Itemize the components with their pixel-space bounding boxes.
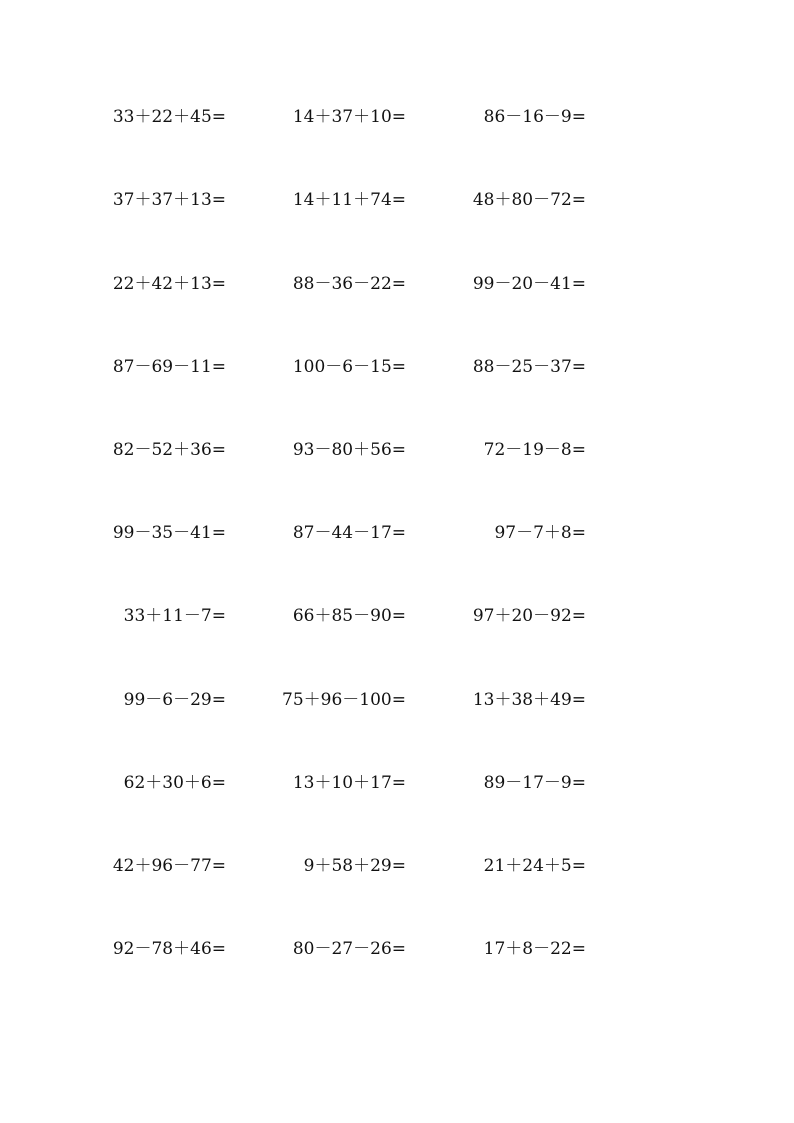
math-problem: 37＋37＋13= — [112, 190, 226, 210]
problem-row — [108, 183, 598, 217]
math-problem: 66＋85－90= — [292, 606, 406, 626]
math-problem: 97－7＋8= — [494, 523, 586, 543]
math-problem: 9＋58＋29= — [303, 856, 406, 876]
math-problem: 99－35－41= — [112, 523, 226, 543]
math-problem: 99－6－29= — [123, 690, 226, 710]
math-problem: 88－25－37= — [472, 357, 586, 377]
math-problem: 82－52＋36= — [112, 440, 226, 460]
math-problem: 62＋30＋6= — [123, 773, 226, 793]
math-problem-grid — [108, 100, 598, 980]
math-problem: 72－19－8= — [483, 440, 586, 460]
math-problem: 100－6－15= — [292, 357, 406, 377]
math-problem: 75＋96－100= — [282, 690, 406, 710]
math-problem: 93－80＋56= — [292, 440, 406, 460]
problem-row — [108, 433, 598, 467]
problem-row — [108, 683, 598, 717]
problem-row — [108, 516, 598, 550]
math-problem: 13＋38＋49= — [472, 690, 586, 710]
math-problem: 21＋24＋5= — [483, 856, 586, 876]
math-problem: 22＋42＋13= — [112, 274, 226, 294]
math-problem: 88－36－22= — [292, 274, 406, 294]
problem-row — [108, 849, 598, 883]
problem-row — [108, 100, 598, 134]
math-problem: 48＋80－72= — [472, 190, 586, 210]
math-problem: 92－78＋46= — [112, 939, 226, 959]
problem-row — [108, 350, 598, 384]
math-problem: 87－44－17= — [292, 523, 406, 543]
math-problem: 80－27－26= — [292, 939, 406, 959]
math-problem: 33＋22＋45= — [112, 107, 226, 127]
math-problem: 42＋96－77= — [112, 856, 226, 876]
math-problem: 87－69－11= — [112, 357, 226, 377]
math-problem: 17＋8－22= — [483, 939, 586, 959]
problem-row — [108, 766, 598, 800]
math-problem: 99－20－41= — [472, 274, 586, 294]
math-problem: 89－17－9= — [483, 773, 586, 793]
math-problem: 14＋11＋74= — [292, 190, 406, 210]
math-problem: 13＋10＋17= — [292, 773, 406, 793]
problem-row — [108, 267, 598, 301]
math-problem: 86－16－9= — [483, 107, 586, 127]
math-problem: 33＋11－7= — [123, 606, 226, 626]
math-problem: 14＋37＋10= — [292, 107, 406, 127]
problem-row — [108, 932, 598, 966]
problem-row — [108, 599, 598, 633]
math-problem: 97＋20－92= — [472, 606, 586, 626]
